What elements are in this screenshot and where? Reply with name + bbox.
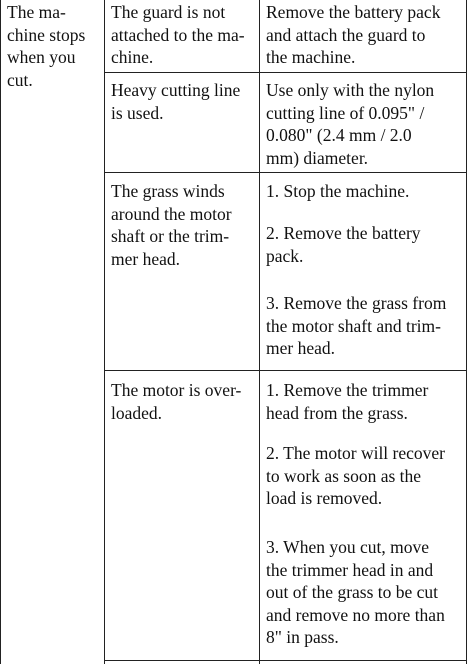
solution-line: cutting line of 0.095" /	[266, 102, 425, 123]
cause-line: loaded.	[111, 402, 163, 423]
symptom-line: when you	[7, 47, 76, 67]
solution-line: mm) diameter.	[266, 147, 369, 168]
cause-line: chine.	[111, 47, 154, 67]
solution-line: 2. Remove the battery	[266, 223, 421, 243]
solution-line: 8" in pass.	[266, 627, 339, 647]
solution-line: 0.080" (2.4 mm / 2.0	[266, 125, 412, 145]
cause-line: The motor is over-	[111, 380, 242, 400]
table-border-right	[466, 0, 467, 664]
solution-line: 2. The motor will recover	[266, 443, 445, 463]
cause-line: Heavy cutting line	[111, 80, 241, 100]
solution-cell	[266, 79, 434, 169]
symptom-cell	[7, 1, 85, 91]
cause-line: mer head.	[111, 248, 180, 269]
column-divider-1	[104, 0, 105, 664]
cause-line: The guard is not	[111, 2, 226, 22]
solution-cell	[266, 379, 428, 424]
solution-line: head from the grass.	[266, 402, 408, 423]
solution-line: 3. When you cut, move	[266, 537, 429, 557]
solution-line: Use only with the nylon	[266, 80, 435, 100]
cause-cell	[111, 79, 240, 124]
solution-line: 1. Stop the machine.	[266, 181, 410, 201]
solution-line: and remove no more than	[266, 604, 445, 625]
row-divider-3	[104, 370, 467, 371]
cause-line: shaft or the trim-	[111, 226, 230, 246]
solution-line: out of the grass to be cut	[266, 582, 439, 602]
symptom-line: cut.	[7, 69, 33, 90]
solution-cell	[266, 1, 440, 69]
cause-cell	[111, 379, 241, 424]
table-border-left	[0, 0, 1, 664]
solution-line: to work as soon as the	[266, 465, 422, 486]
solution-cell	[266, 292, 446, 360]
cause-cell	[111, 180, 232, 270]
cause-line: The grass winds	[111, 181, 225, 201]
column-divider-2	[259, 0, 260, 664]
symptom-line: chine stops	[7, 24, 86, 45]
row-divider-4	[104, 660, 467, 661]
solution-line: the motor shaft and trim-	[266, 315, 441, 336]
solution-line: the machine.	[266, 47, 356, 67]
solution-line: load is removed.	[266, 488, 383, 508]
solution-line: Remove the battery pack	[266, 2, 441, 22]
cause-line: attached to the ma-	[111, 24, 245, 45]
solution-line: pack.	[266, 245, 304, 266]
row-divider-2	[104, 172, 467, 173]
cause-cell	[111, 1, 245, 69]
row-divider-1	[104, 72, 467, 73]
solution-cell	[266, 442, 445, 510]
cause-line: around the motor	[111, 203, 232, 224]
solution-line: 3. Remove the grass from	[266, 293, 447, 313]
solution-cell	[266, 222, 421, 267]
solution-line: 1. Remove the trimmer	[266, 380, 429, 400]
solution-cell	[266, 180, 409, 203]
solution-line: the trimmer head in and	[266, 559, 434, 580]
symptom-line: The ma-	[7, 2, 66, 22]
solution-cell	[266, 536, 445, 649]
solution-line: and attach the guard to	[266, 24, 426, 45]
solution-line: mer head.	[266, 338, 335, 358]
cause-line: is used.	[111, 102, 164, 123]
